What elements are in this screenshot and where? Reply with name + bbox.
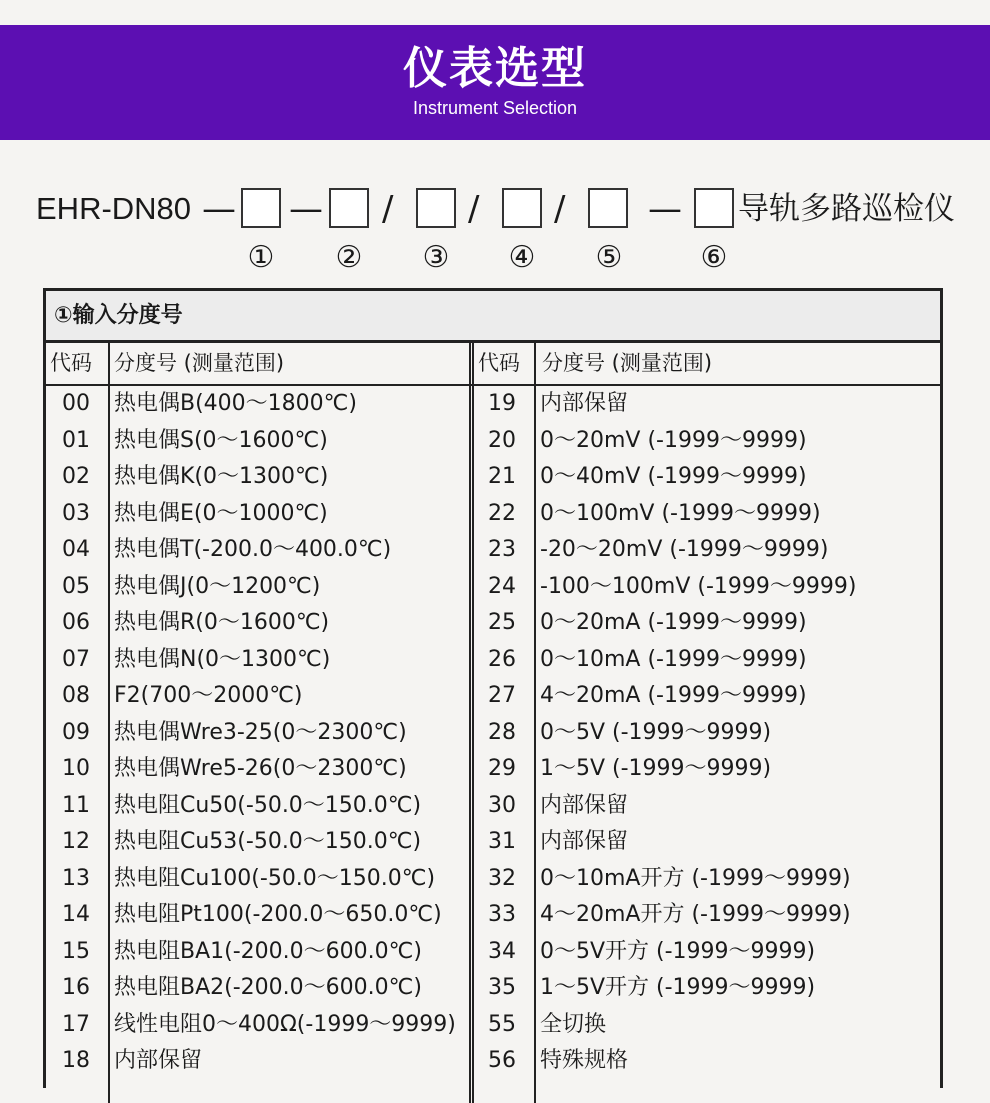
row-code: 32: [488, 865, 516, 891]
row-code: 11: [62, 792, 90, 818]
row-desc: 4～20mA (-1999～9999): [540, 683, 807, 708]
row-code: 09: [62, 719, 90, 745]
row-code: 01: [62, 427, 90, 453]
row-desc: 1～5V开方 (-1999～9999): [540, 975, 816, 1000]
option-box-1: [241, 188, 281, 228]
row-desc: 线性电阻0～400Ω(-1999～9999): [114, 1011, 456, 1037]
row-code: 17: [62, 1011, 90, 1037]
row-code: 35: [488, 975, 516, 1000]
row-code: 05: [62, 573, 90, 599]
header-desc: 分度号 (测量范围): [114, 351, 285, 375]
separator-dash: —: [289, 189, 323, 229]
row-desc: F2(700～2000℃): [114, 683, 303, 708]
row-desc: 全切换: [540, 1011, 607, 1037]
option-number-5: ⑤: [595, 240, 623, 275]
row-code: 13: [62, 865, 90, 891]
row-code: 02: [62, 464, 90, 489]
option-number-1: ①: [247, 240, 275, 275]
row-desc: 0～100mV (-1999～9999): [540, 500, 821, 526]
row-desc: 热电偶T(-200.0～400.0℃): [114, 537, 392, 562]
option-box-2: [329, 188, 369, 228]
row-code: 23: [488, 537, 516, 562]
option-box-6: [694, 188, 734, 228]
row-code: 04: [62, 537, 90, 562]
separator-slash: /: [382, 189, 394, 229]
row-code: 29: [488, 756, 516, 781]
row-desc: 热电偶Wre5-26(0～2300℃): [114, 756, 407, 781]
row-code: 21: [488, 464, 516, 489]
row-code: 07: [62, 646, 90, 672]
row-desc: 热电阻Pt100(-200.0～650.0℃): [114, 902, 442, 927]
row-code: 18: [62, 1048, 90, 1073]
row-code: 00: [62, 391, 90, 416]
row-code: 14: [62, 902, 90, 927]
row-desc: 热电偶E(0～1000℃): [114, 500, 328, 526]
page-title: 仪表选型: [403, 43, 587, 94]
model-suffix: 导轨多路巡检仪: [738, 191, 955, 227]
row-desc: 热电偶S(0～1600℃): [114, 427, 328, 453]
right-column-header: [474, 343, 940, 386]
row-desc: 0～20mA (-1999～9999): [540, 610, 807, 635]
row-desc: 0～40mV (-1999～9999): [540, 464, 807, 489]
row-desc: 1～5V (-1999～9999): [540, 756, 772, 781]
row-code: 34: [488, 938, 516, 964]
row-code: 27: [488, 683, 516, 708]
row-desc: 热电偶K(0～1300℃): [114, 464, 329, 489]
row-code: 06: [62, 610, 90, 635]
row-desc: 热电阻Cu50(-50.0～150.0℃): [114, 792, 422, 818]
separator-slash: /: [468, 189, 480, 229]
option-box-4: [502, 188, 542, 228]
row-code: 26: [488, 646, 516, 672]
row-desc: 内部保留: [540, 391, 629, 416]
row-code: 08: [62, 683, 90, 708]
row-desc: 热电偶R(0～1600℃): [114, 610, 330, 635]
separator-dash: —: [202, 189, 236, 229]
row-code: 30: [488, 792, 516, 818]
row-code: 22: [488, 500, 516, 526]
option-box-3: [416, 188, 456, 228]
row-desc: 特殊规格: [540, 1048, 629, 1073]
row-desc: 热电阻Cu53(-50.0～150.0℃): [114, 829, 422, 854]
option-box-5: [588, 188, 628, 228]
row-desc: 内部保留: [540, 829, 629, 854]
model-prefix: EHR-DN80: [36, 191, 192, 226]
row-code: 15: [62, 938, 90, 964]
row-code: 03: [62, 500, 90, 526]
row-desc: 热电阻BA2(-200.0～600.0℃): [114, 975, 422, 1000]
separator-dash: —: [648, 189, 682, 229]
option-number-6: ⑥: [700, 240, 728, 275]
row-desc: 热电偶B(400～1800℃): [114, 391, 357, 416]
row-code: 31: [488, 829, 516, 854]
row-desc: 内部保留: [114, 1048, 203, 1073]
row-desc: 0～10mA (-1999～9999): [540, 646, 807, 672]
column-divider: [108, 343, 110, 1103]
row-desc: -100～100mV (-1999～9999): [540, 573, 857, 599]
row-desc: 0～10mA开方 (-1999～9999): [540, 865, 851, 891]
column-divider: [534, 343, 536, 1103]
row-code: 16: [62, 975, 90, 1000]
row-desc: 热电阻BA1(-200.0～600.0℃): [114, 938, 422, 964]
row-desc: -20～20mV (-1999～9999): [540, 537, 829, 562]
row-desc: 热电偶Wre3-25(0～2300℃): [114, 719, 407, 745]
section-title: ①输入分度号: [46, 291, 940, 343]
row-desc: 0～5V (-1999～9999): [540, 719, 772, 745]
row-code: 55: [488, 1011, 516, 1037]
header-code: 代码: [50, 351, 92, 375]
option-number-3: ③: [422, 240, 450, 275]
title-banner: [0, 25, 990, 140]
row-code: 25: [488, 610, 516, 635]
row-code: 10: [62, 756, 90, 781]
header-code: 代码: [478, 351, 520, 375]
input-type-table: [43, 288, 943, 1088]
separator-slash: /: [554, 189, 566, 229]
row-code: 12: [62, 829, 90, 854]
header-desc: 分度号 (测量范围): [542, 351, 713, 375]
row-desc: 内部保留: [540, 792, 629, 818]
option-number-2: ②: [335, 240, 363, 275]
row-code: 28: [488, 719, 516, 745]
left-column-header: [46, 343, 474, 386]
row-desc: 热电偶N(0～1300℃): [114, 646, 331, 672]
row-desc: 热电阻Cu100(-50.0～150.0℃): [114, 865, 436, 891]
row-desc: 0～20mV (-1999～9999): [540, 427, 807, 453]
row-desc: 0～5V开方 (-1999～9999): [540, 938, 816, 964]
row-desc: 热电偶J(0～1200℃): [114, 573, 321, 599]
row-code: 20: [488, 427, 516, 453]
row-desc: 4～20mA开方 (-1999～9999): [540, 902, 851, 927]
page-subtitle: Instrument Selection: [412, 98, 578, 118]
row-code: 56: [488, 1048, 516, 1073]
row-code: 24: [488, 573, 516, 599]
row-code: 19: [488, 391, 516, 416]
option-number-4: ④: [508, 240, 536, 275]
row-code: 33: [488, 902, 516, 927]
